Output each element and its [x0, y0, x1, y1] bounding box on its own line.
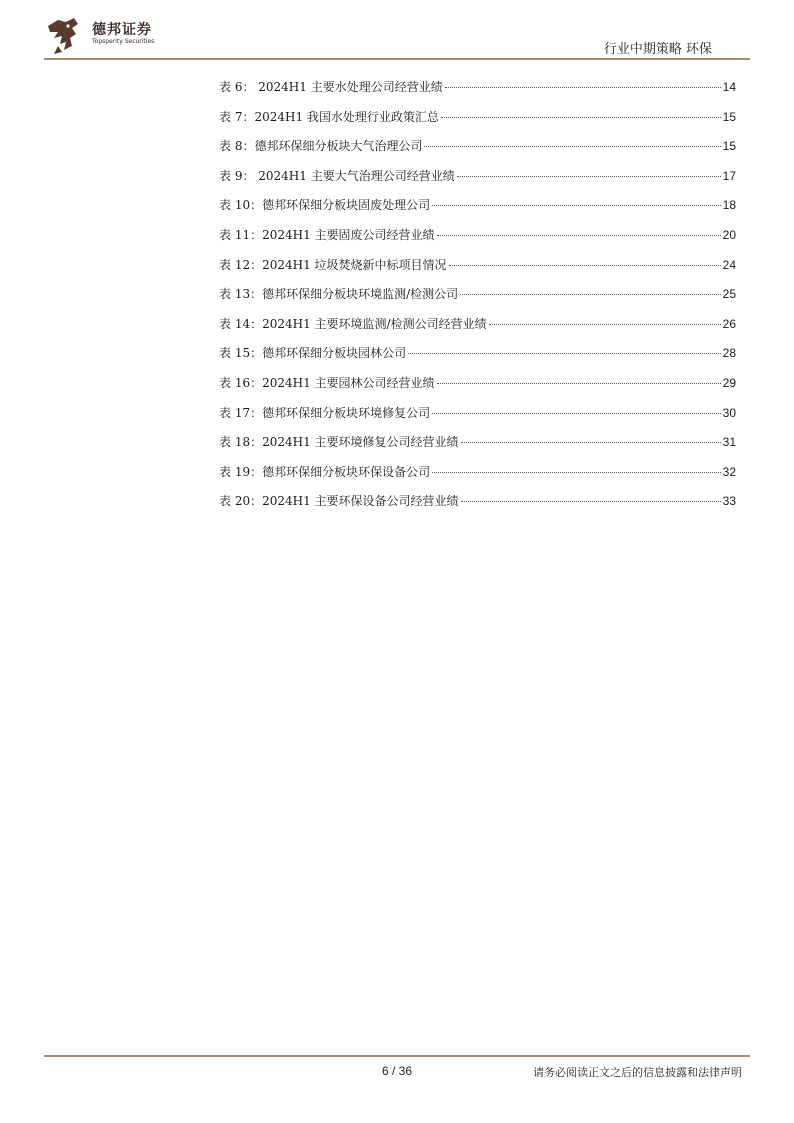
toc-entry[interactable] — [219, 103, 736, 133]
toc-entry[interactable] — [219, 132, 736, 162]
toc-entry-page: 26 — [722, 316, 736, 331]
toc-entry-page: 32 — [722, 464, 736, 479]
toc-entry-title: 表 10：德邦环保细分板块固废处理公司 — [219, 198, 431, 213]
toc-leader-dots — [432, 204, 721, 206]
toc-entry-page: 15 — [722, 109, 736, 124]
toc-entry[interactable] — [219, 73, 736, 103]
toc-entry-page: 31 — [722, 435, 736, 450]
toc-leader-dots — [460, 293, 721, 295]
toc-leader-dots — [441, 116, 721, 118]
toc-leader-dots — [461, 441, 721, 443]
toc-entry-title: 表 6： 2024H1 主要水处理公司经营业绩 — [219, 80, 443, 94]
toc-entry[interactable] — [219, 310, 736, 340]
report-category: 行业中期策略 环保 — [603, 42, 712, 57]
toc-entry[interactable] — [219, 369, 736, 399]
toc-entry-page: 29 — [722, 375, 736, 390]
toc-entry[interactable] — [219, 251, 736, 281]
toc-entry-title: 表 7：2024H1 我国水处理行业政策汇总 — [219, 109, 439, 124]
toc-entry-title: 表 20：2024H1 主要环保设备公司经营业绩 — [219, 494, 459, 509]
toc-entry-title: 表 19：德邦环保细分板块环保设备公司 — [219, 464, 431, 479]
toc-leader-dots — [489, 323, 721, 325]
tiger-logo-icon — [44, 16, 84, 56]
toc-entry-page: 15 — [722, 139, 736, 154]
table-of-contents — [219, 73, 736, 517]
toc-leader-dots — [449, 264, 721, 266]
footer-divider — [44, 1055, 750, 1057]
toc-entry[interactable] — [219, 191, 736, 221]
toc-entry-title: 表 18：2024H1 主要环境修复公司经营业绩 — [219, 435, 459, 450]
toc-entry-title: 表 17：德邦环保细分板块环境修复公司 — [219, 405, 431, 420]
page-number: 6 / 36 — [381, 1064, 413, 1078]
toc-entry-page: 28 — [722, 346, 736, 361]
header-divider — [44, 58, 750, 60]
toc-leader-dots — [408, 352, 721, 354]
toc-entry-page: 20 — [722, 227, 736, 242]
toc-leader-dots — [457, 175, 721, 177]
toc-entry-page: 24 — [722, 257, 736, 272]
toc-entry-page: 33 — [722, 494, 736, 509]
disclaimer-text: 请务必阅读正文之后的信息披露和法律声明 — [533, 1066, 742, 1079]
toc-leader-dots — [445, 86, 721, 88]
toc-entry[interactable] — [219, 339, 736, 369]
toc-entry[interactable] — [219, 162, 736, 192]
toc-entry-page: 14 — [722, 80, 736, 94]
toc-leader-dots — [432, 412, 721, 414]
company-logo — [44, 16, 194, 56]
toc-entry[interactable] — [219, 487, 736, 517]
toc-entry-page: 30 — [722, 405, 736, 420]
toc-entry[interactable] — [219, 428, 736, 458]
toc-entry-title: 表 11：2024H1 主要固废公司经营业绩 — [219, 227, 435, 242]
toc-entry-title: 表 14：2024H1 主要环境监测/检测公司经营业绩 — [219, 316, 487, 331]
toc-leader-dots — [432, 471, 721, 473]
toc-entry-page: 18 — [722, 198, 736, 213]
logo-english-name: Topsperity Securities — [92, 38, 155, 45]
toc-entry-page: 17 — [722, 168, 736, 183]
toc-leader-dots — [437, 382, 721, 384]
toc-entry-title: 表 8：德邦环保细分板块大气治理公司 — [219, 139, 423, 154]
toc-entry-title: 表 15：德邦环保细分板块园林公司 — [219, 346, 407, 361]
toc-entry-title: 表 12：2024H1 垃圾焚烧新中标项目情况 — [219, 257, 447, 272]
toc-entry-title: 表 9： 2024H1 主要大气治理公司经营业绩 — [219, 168, 455, 183]
toc-entry[interactable] — [219, 458, 736, 488]
logo-chinese-name: 德邦证券 — [92, 22, 152, 38]
toc-entry-page: 25 — [722, 287, 736, 302]
toc-entry[interactable] — [219, 280, 736, 310]
toc-entry-title: 表 13：德邦环保细分板块环境监测/检测公司 — [219, 287, 459, 302]
toc-entry[interactable] — [219, 399, 736, 429]
toc-entry-title: 表 16：2024H1 主要园林公司经营业绩 — [219, 375, 435, 390]
toc-leader-dots — [437, 234, 721, 236]
toc-leader-dots — [461, 500, 721, 502]
toc-entry[interactable] — [219, 221, 736, 251]
toc-leader-dots — [424, 145, 720, 147]
